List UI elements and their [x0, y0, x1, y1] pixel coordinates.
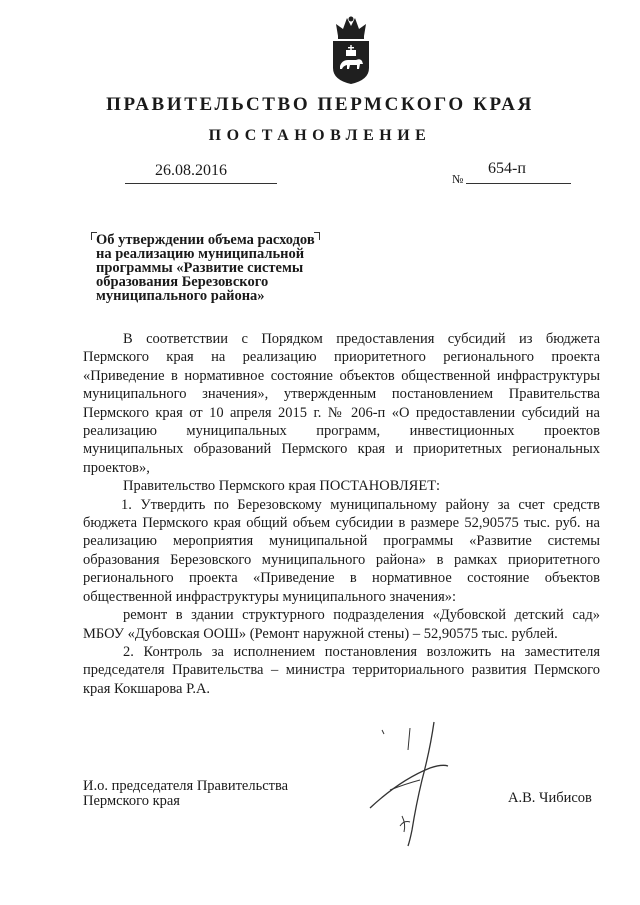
document-number: 654-п: [488, 160, 526, 177]
resolves-paragraph: Правительство Пермского края ПОСТАНОВЛЯЕТ:: [123, 478, 441, 495]
subject-line: образования Березовского: [96, 274, 269, 290]
perm-krai-coat-of-arms-icon: [326, 14, 376, 86]
item-1-detail-paragraph: ремонт в здании структурного подразделения «Дубовской детский сад» МБОУ «Дубовская ООШ» (Ремонт наружной стены) – 52,90575 тыс. рублей.: [83, 607, 600, 642]
subject-line: на реализацию муниципальной: [96, 246, 305, 262]
handwritten-signature-icon: [360, 720, 480, 850]
preamble-paragraph: В соответствии с Порядком предоставления субсидий из бюджета Пермского края на реализацию приоритетного регионального проекта «Приведение в нормативное состояние объектов общественной инфраструктуры муниципального значения», утвержденным постановлением Правительства Пермского края от 10 апреля 2015 г. № 206-п «О предоставлении субсидий на реализацию муниципальных программ, инвестиционных проектов муниципальных образований Пермского края и приоритетных региональных проектов»,: [83, 331, 600, 476]
document-subject: [96, 233, 346, 303]
signatory-title-line: И.о. председателя Правительства: [83, 778, 289, 794]
signatory-title-line: Пермского края: [83, 793, 180, 809]
document-date: 26.08.2016: [155, 162, 227, 179]
number-sign: №: [452, 172, 464, 186]
signatory-title: [83, 779, 288, 809]
item-1-paragraph: 1. Утвердить по Березовскому муниципальному району за счет средств бюджета Пермского края общий объем субсидии в размере 52,90575 тыс. руб. на реализацию мероприятия муниципальной программы «Развитие системы образования Березовского муниципального района» в рамках приоритетного регионального проекта «Приведение в нормативное состояние объектов общественной инфраструктуры муниципального значения»:: [83, 496, 600, 605]
subject-line: муниципального района»: [96, 288, 265, 304]
number-underline: [466, 183, 571, 184]
document-body: [83, 330, 600, 698]
subject-line: программы «Развитие системы: [96, 260, 304, 276]
signatory-name: А.В. Чибисов: [508, 790, 592, 806]
document-type-title: ПОСТАНОВЛЕНИЕ: [208, 127, 432, 144]
government-title: ПРАВИТЕЛЬСТВО ПЕРМСКОГО КРАЯ: [106, 94, 534, 115]
subject-line: Об утверждении объема расходов: [96, 232, 315, 248]
document-date-field: [125, 162, 277, 184]
document-number-field: [452, 160, 571, 184]
item-2-paragraph: 2. Контроль за исполнением постановления возложить на заместителя председателя Правительства – министра территориального развития Пермского края Кокшарова Р.А.: [83, 643, 600, 697]
